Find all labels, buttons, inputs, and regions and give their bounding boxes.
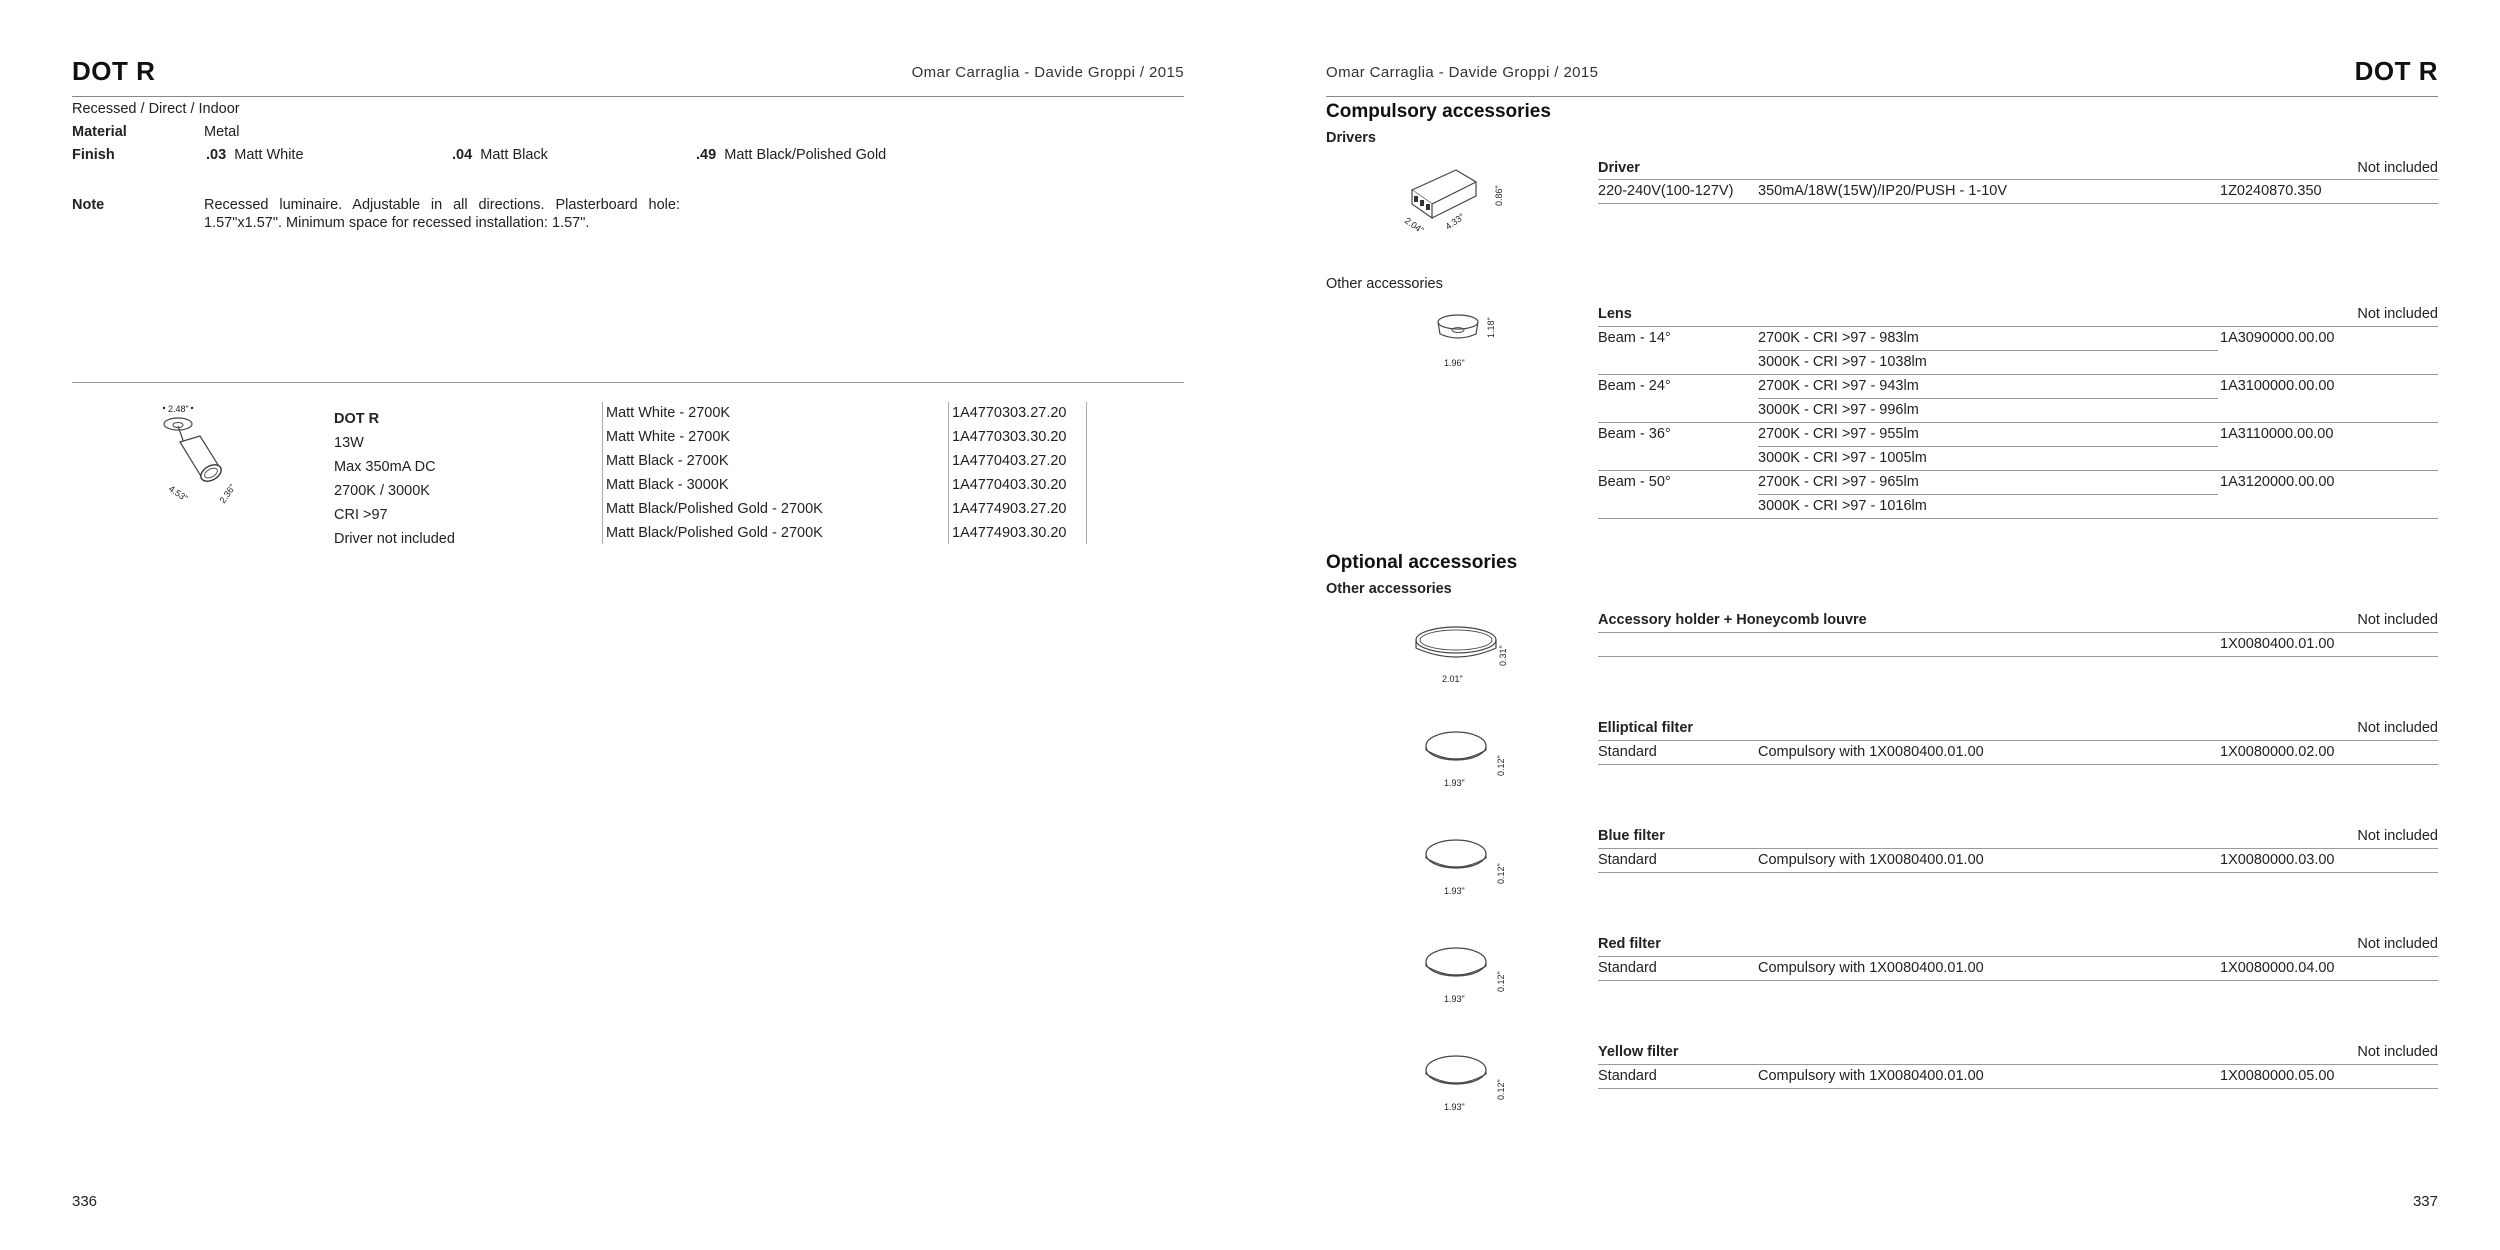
dim-label: 2.04" [1402,215,1426,236]
filter-note: Compulsory with 1X0080400.01.00 [1758,1068,1984,1084]
lens-row-rule [1758,398,2218,399]
accessory-holder-ring-icon [1410,616,1510,686]
material-label: Material [72,124,127,140]
lens-title: Lens [1598,306,1632,322]
filter-type: Standard [1598,1068,1657,1084]
left-designer: Omar Carraglia - Davide Groppi / 2015 [911,64,1184,81]
note-label: Note [72,197,105,213]
other-accessories-subheading: Other accessories [1326,276,1443,292]
variant-table-mid-border [948,402,949,544]
spec-driver: Driver not included [334,531,455,547]
finish-option-03 [206,147,304,163]
filter-status: Not included [2357,1044,2438,1060]
dim-label: 0.31" [1498,645,1508,666]
dim-label: 1.18" [1486,317,1496,338]
lens-drawing-icon [1430,308,1500,372]
filter-rule [1598,740,2438,741]
lens-group-rule [1598,518,2438,519]
dim-label: 4.33" [1443,211,1467,232]
variant-table-left-border [602,402,603,544]
category-line: Recessed / Direct / Indoor [72,101,240,117]
filter-title: Blue filter [1598,828,1665,844]
filter-note: Compulsory with 1X0080400.01.00 [1758,960,1984,976]
dim-label: 1.93" [1444,778,1465,788]
driver-box-drawing-icon [1400,160,1520,240]
dim-label: 4.53" [166,483,190,504]
variant-code: 1A4770303.27.20 [952,405,1067,421]
finish-name: Matt Black [480,147,548,163]
filter-note: Compulsory with 1X0080400.01.00 [1758,852,1984,868]
holder-code: 1X0080400.01.00 [2220,636,2335,652]
filter-disc-icon [1418,1048,1508,1114]
product-section-rule [72,382,1184,383]
finish-option-49 [696,147,886,163]
material-value: Metal [204,124,240,140]
dim-label: 2.01" [1442,674,1463,684]
right-designer: Omar Carraglia - Davide Groppi / 2015 [1326,64,1599,81]
lens-row-rule [1758,494,2218,495]
lens-rule [1598,326,2438,327]
lens-option: 3000K - CRI >97 - 1016lm [1758,498,1927,514]
driver-rule-bottom [1598,203,2438,204]
filter-rule-bottom [1598,872,2438,873]
spec-current: Max 350mA DC [334,459,436,475]
driver-spec: 350mA/18W(15W)/IP20/PUSH - 1-10V [1758,183,2008,199]
variant-name: Matt Black/Polished Gold - 2700K [606,501,823,517]
dim-label: 0.12" [1496,1079,1506,1100]
right-page-title: DOT R [2354,56,2438,86]
lens-code: 1A3090000.00.00 [2220,330,2335,346]
finish-name: Matt White [234,147,304,163]
lens-beam: Beam - 36° [1598,426,1671,442]
variant-table-right-border [1086,402,1087,544]
filter-disc-icon [1418,940,1508,1006]
lens-status: Not included [2357,306,2438,322]
filter-rule [1598,956,2438,957]
filter-disc-icon [1418,832,1508,898]
right-header-rule [1326,96,2438,97]
dim-label: 2.36" [217,482,238,506]
lens-option: 3000K - CRI >97 - 996lm [1758,402,1919,418]
filter-rule-bottom [1598,980,2438,981]
spec-wattage: 13W [334,435,364,451]
filter-code: 1X0080000.05.00 [2220,1068,2335,1084]
lens-option: 2700K - CRI >97 - 943lm [1758,378,1919,394]
filter-type: Standard [1598,852,1657,868]
variant-code: 1A4770403.30.20 [952,477,1067,493]
dot-r-spotlight-drawing-icon [150,398,260,508]
lens-beam: Beam - 24° [1598,378,1671,394]
lens-group-rule [1598,374,2438,375]
left-header-rule [72,96,1184,97]
compulsory-accessories-heading: Compulsory accessories [1326,101,1551,122]
lens-row-rule [1758,446,2218,447]
finish-option-04 [452,147,548,163]
variant-name: Matt Black - 3000K [606,477,729,493]
spec-cri: CRI >97 [334,507,388,523]
lens-group-rule [1598,470,2438,471]
right-page-number: 337 [2412,1193,2438,1210]
filter-rule [1598,848,2438,849]
variant-code: 1A4774903.30.20 [952,525,1067,541]
driver-title: Driver [1598,160,1640,176]
filter-rule-bottom [1598,764,2438,765]
filter-status: Not included [2357,720,2438,736]
lens-group-rule [1598,422,2438,423]
left-page-title: DOT R [72,56,156,86]
holder-status: Not included [2357,612,2438,628]
dim-label: 1.96" [1444,358,1465,368]
finish-name: Matt Black/Polished Gold [724,147,887,163]
dim-label: 1.93" [1444,886,1465,896]
dim-label: 0.12" [1496,863,1506,884]
lens-option: 2700K - CRI >97 - 955lm [1758,426,1919,442]
driver-voltage: 220-240V(100-127V) [1598,183,1734,199]
holder-rule [1598,632,2438,633]
holder-rule-bottom [1598,656,2438,657]
lens-beam: Beam - 14° [1598,330,1671,346]
lens-row-rule [1758,350,2218,351]
filter-note: Compulsory with 1X0080400.01.00 [1758,744,1984,760]
variant-code: 1A4774903.27.20 [952,501,1067,517]
lens-code: 1A3100000.00.00 [2220,378,2335,394]
variant-name: Matt White - 2700K [606,429,731,445]
dim-label: 1.93" [1444,1102,1465,1112]
spec-product-name: DOT R [334,411,380,427]
dim-label: 0.12" [1496,971,1506,992]
drivers-subheading: Drivers [1326,130,1376,146]
note-text: Recessed luminaire. Adjustable in all directions. Plasterboard hole: 1.57"x1.57". Minimum space for recessed installation: 1.57". [204,197,680,231]
filter-title: Elliptical filter [1598,720,1694,736]
finish-code: .04 [452,147,473,163]
variant-code: 1A4770403.27.20 [952,453,1067,469]
dim-label: 0.86" [1494,185,1504,206]
lens-option: 2700K - CRI >97 - 983lm [1758,330,1919,346]
optional-other-subheading: Other accessories [1326,581,1452,597]
dim-label: 0.12" [1496,755,1506,776]
left-page-number: 336 [72,1193,98,1210]
filter-rule [1598,1064,2438,1065]
filter-status: Not included [2357,828,2438,844]
dim-label: 2.48" [168,404,189,414]
lens-code: 1A3110000.00.00 [2220,426,2334,442]
variant-code: 1A4770303.30.20 [952,429,1067,445]
filter-title: Yellow filter [1598,1044,1679,1060]
filter-type: Standard [1598,960,1657,976]
filter-disc-icon [1418,724,1508,790]
variant-name: Matt White - 2700K [606,405,731,421]
lens-option: 3000K - CRI >97 - 1005lm [1758,450,1927,466]
filter-code: 1X0080000.04.00 [2220,960,2335,976]
finish-label: Finish [72,147,115,163]
filter-type: Standard [1598,744,1657,760]
variant-name: Matt Black/Polished Gold - 2700K [606,525,823,541]
driver-rule [1598,179,2438,180]
lens-option: 2700K - CRI >97 - 965lm [1758,474,1919,490]
finish-code: .03 [206,147,227,163]
filter-code: 1X0080000.03.00 [2220,852,2335,868]
lens-code: 1A3120000.00.00 [2220,474,2335,490]
filter-code: 1X0080000.02.00 [2220,744,2335,760]
holder-title: Accessory holder + Honeycomb louvre [1598,612,1867,628]
filter-status: Not included [2357,936,2438,952]
variant-name: Matt Black - 2700K [606,453,729,469]
lens-beam: Beam - 50° [1598,474,1671,490]
filter-title: Red filter [1598,936,1661,952]
driver-code: 1Z0240870.350 [2220,183,2322,199]
filter-rule-bottom [1598,1088,2438,1089]
spec-cct: 2700K / 3000K [334,483,430,499]
driver-status: Not included [2357,160,2438,176]
optional-accessories-heading: Optional accessories [1326,552,1518,573]
finish-code: .49 [696,147,717,163]
dim-label: 1.93" [1444,994,1465,1004]
lens-option: 3000K - CRI >97 - 1038lm [1758,354,1927,370]
